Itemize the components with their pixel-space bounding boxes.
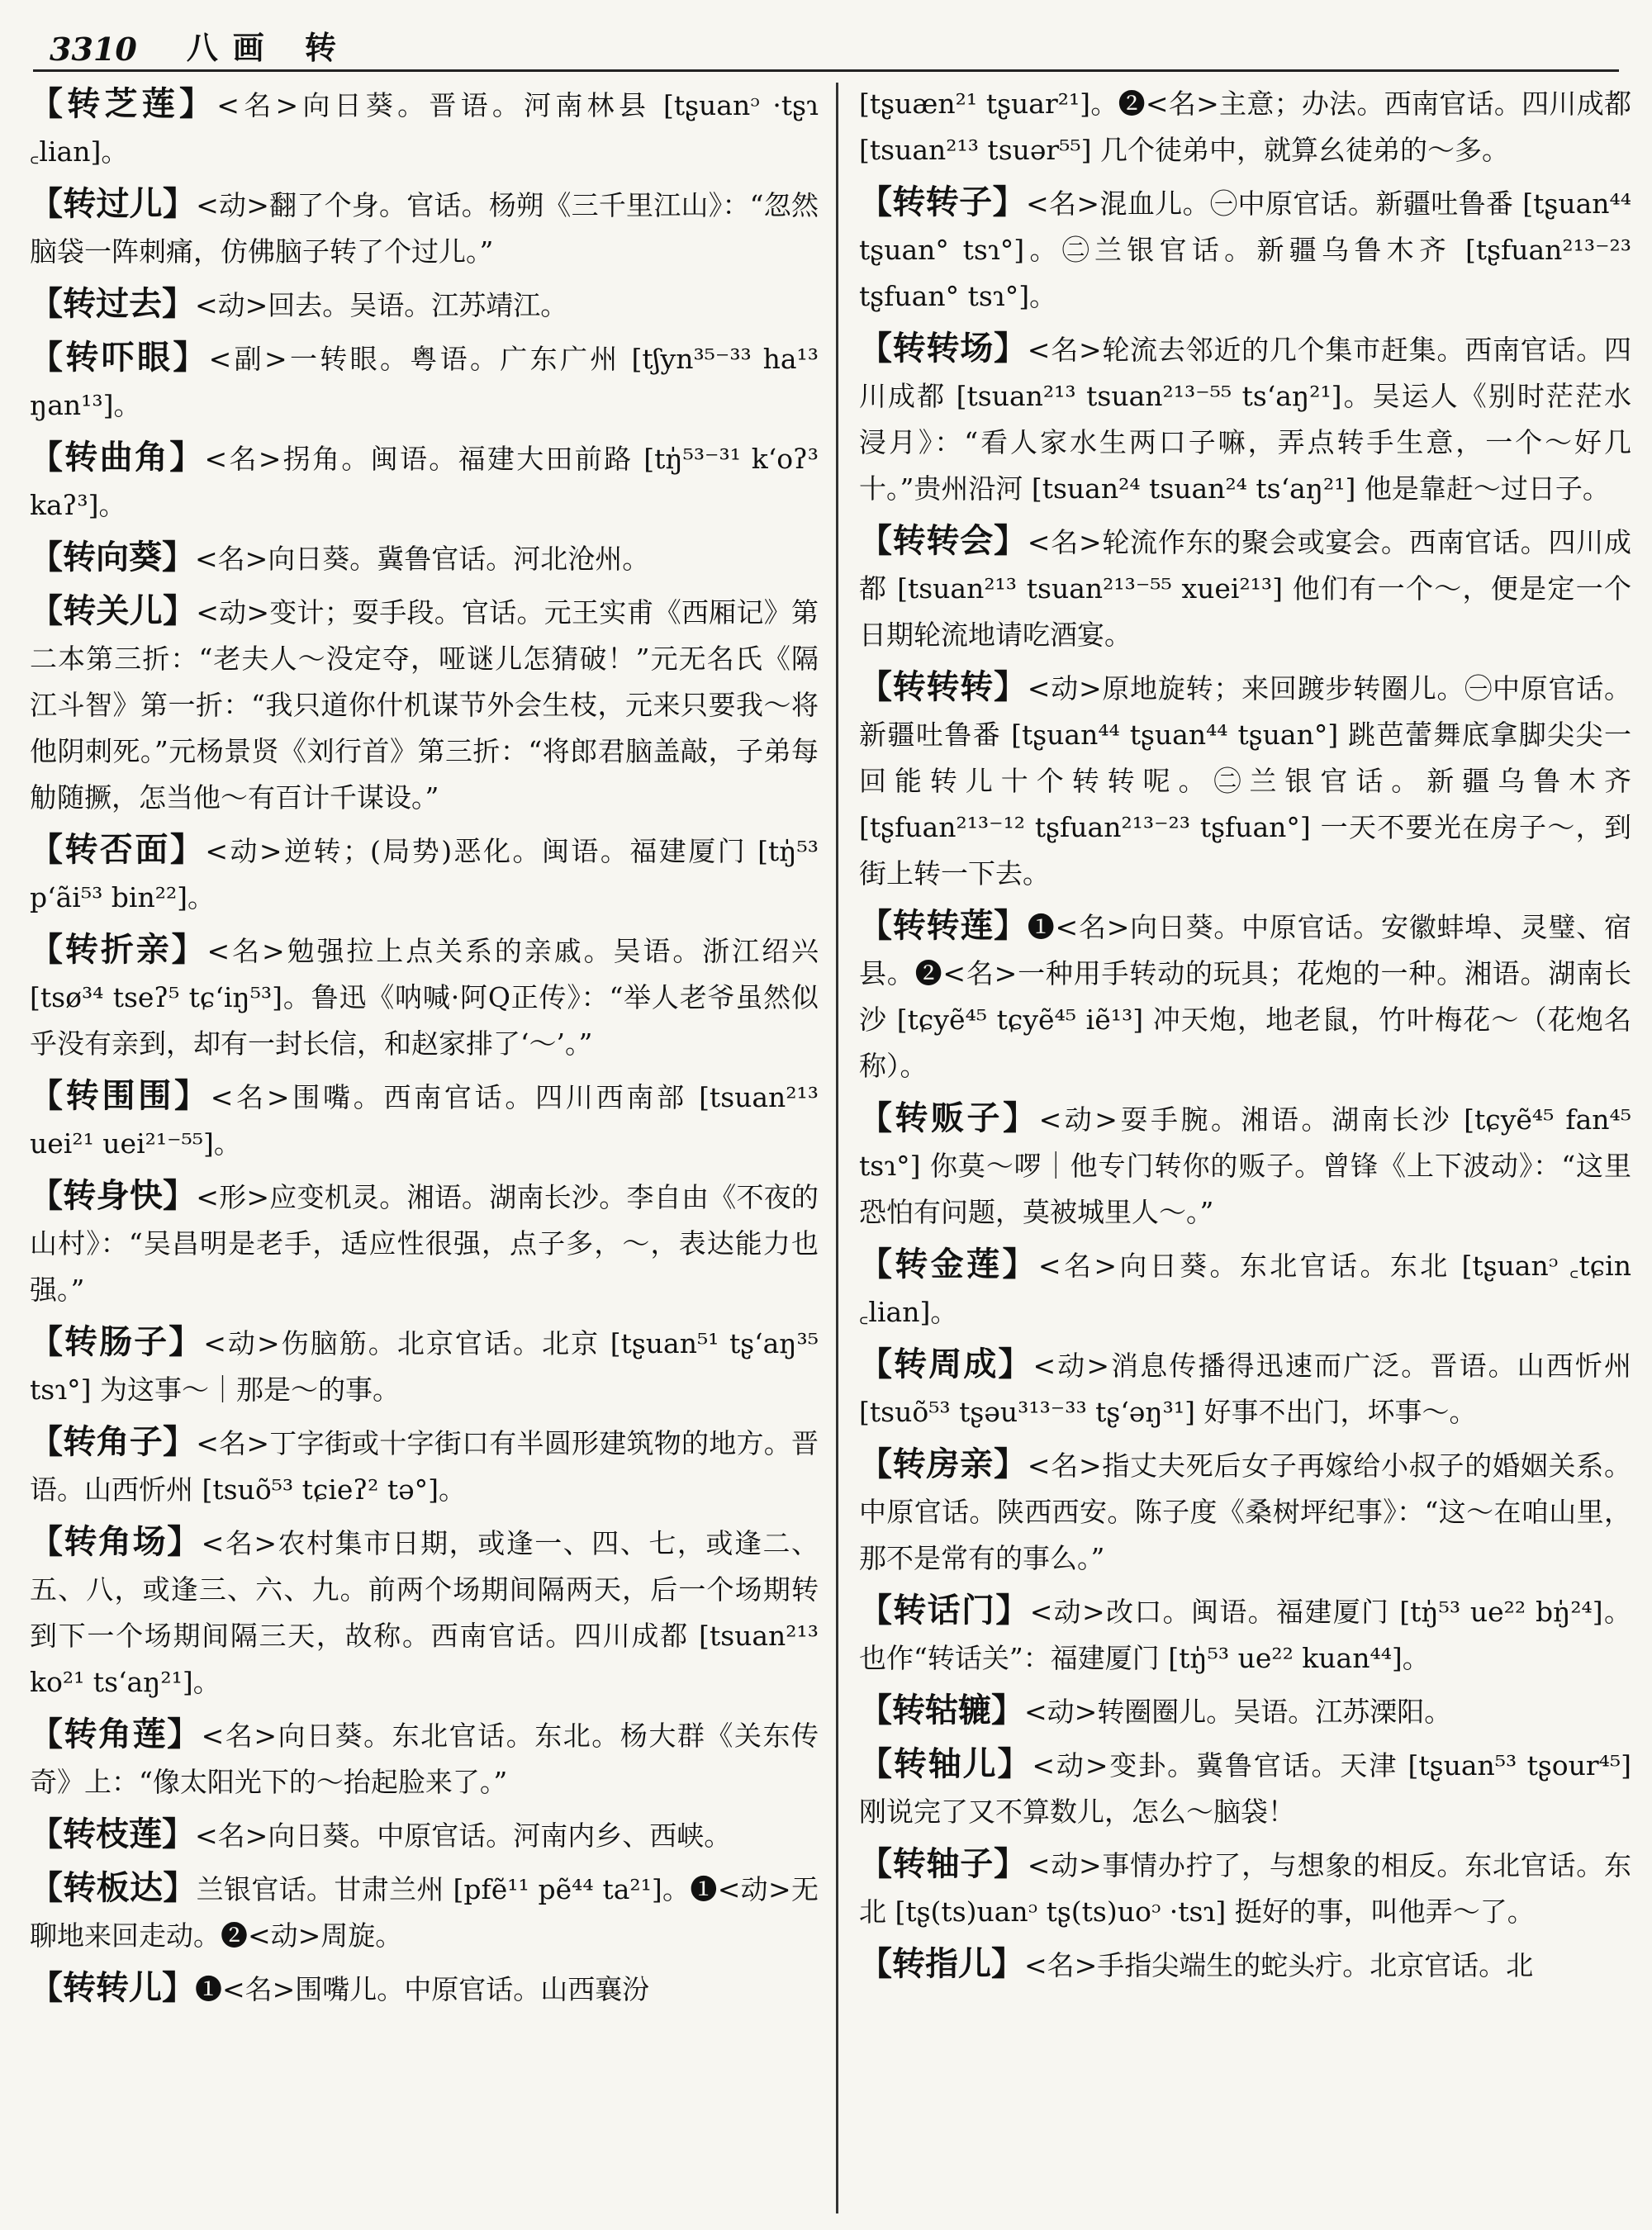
entry: [30, 1865, 819, 1959]
headword: 【转向葵】: [30, 538, 195, 576]
entry: [859, 518, 1631, 658]
definition: <动>翻了个身。官话。杨朔《三千里江山》：“忽然脑袋一阵刺痛，仿佛脑子转了个过儿。”: [30, 189, 819, 268]
entry: [30, 334, 819, 429]
headword: 【转否面】: [30, 830, 206, 869]
headword: 【转身快】: [30, 1176, 197, 1215]
headword: 【转转莲】: [859, 906, 1028, 945]
entry: [30, 281, 819, 329]
entry: [30, 1173, 819, 1313]
definition: <名>拐角。闽语。福建大田前路 [tŋ̍⁵³⁻³¹ k‘oʔ³ kaʔ³]。: [30, 443, 819, 521]
definition: <副>一转眼。粤语。广东广州 [tʃyn³⁵⁻³³ ha¹³ ŋan¹³]。: [30, 343, 819, 421]
entry: [859, 664, 1631, 897]
section-heading: 八画 转: [186, 29, 351, 66]
definition: <动>消息传播得迅速而广泛。晋语。山西忻州 [tsuõ⁵³ tʂəu³¹³⁻³³ tʂ‘əŋ³¹] 好事不出门，坏事～。: [859, 1350, 1631, 1428]
entry: [859, 1095, 1631, 1236]
definition: <名>向日葵。晋语。河南林县 [tʂuanᵓ ·tʂɿ ꜀lian]。: [30, 89, 819, 168]
definition: <动>变计；耍手段。官话。元王实甫《西厢记》第二本第三折：“老夫人～没定夺，哑谜儿怎猜破！”元无名氏《隔江斗智》第一折：“我只道你什机谋节外会生枝，元来只要我～将他阴刺死。”元杨景贤《刘行首》第三折：“将郎君脑盖敲，子弟每觔随撅，怎当他～有百计千谋设。”: [30, 596, 819, 814]
entry: [30, 434, 819, 529]
header-rule: [33, 69, 1619, 72]
entry: [859, 1687, 1631, 1735]
definition: <动>原地旋转；来回踱步转圈儿。㊀中原官话。新疆吐鲁番 [tʂuan⁴⁴ tʂuan⁴⁴ tʂuan°] 跳芭蕾舞底拿脚尖尖一回能转儿十个转转呢。㊁兰银官话。新疆乌鲁木齐 [tʂfuan²¹³⁻¹² tʂfuan²¹³⁻²³ tʂfuan°] 一天不要光在房子～，到街上转一下去。: [859, 672, 1631, 890]
entry: [30, 81, 819, 175]
headword: 【转转场】: [859, 329, 1028, 368]
definition: <名>向日葵。冀鲁官话。河北沧州。: [195, 543, 650, 575]
headword: 【转枝莲】: [30, 1815, 195, 1853]
entry: [30, 1073, 819, 1167]
definition: <名>指丈夫死后女子再嫁给小叔子的婚姻关系。中原官话。陕西西安。陈子度《桑树坪纪事》：“这～在咱山里，那不是常有的事么。”: [859, 1450, 1631, 1574]
definition: <动>事情办拧了，与想象的相反。东北官话。东北 [tʂ(ts)uanᵓ tʂ(ts)uoᵓ ·tsɿ] 挺好的事，叫他弄～了。: [859, 1849, 1631, 1928]
headword: 【转过儿】: [30, 184, 197, 223]
definition: <动>伤脑筋。北京官话。北京 [tʂuan⁵¹ tʂ‘aŋ³⁵ tsɿ°] 为这事～｜那是～的事。: [30, 1327, 819, 1406]
headword: 【转轴儿】: [859, 1744, 1032, 1783]
entry: [30, 1319, 819, 1413]
headword: 【转转子】: [859, 183, 1026, 221]
headword: 【转贩子】: [859, 1098, 1039, 1137]
entry: [30, 534, 819, 582]
definition: 兰银官话。甘肃兰州 [pfẽ¹¹ pẽ⁴⁴ ta²¹]。❶<动>无聊地来回走动。❷<动>周旋。: [30, 1873, 819, 1952]
entry: [859, 1241, 1631, 1336]
definition: <名>向日葵。东北官话。东北。杨大群《关东传奇》上：“像太阳光下的～抬起脸来了。”: [30, 1720, 819, 1798]
definition: <动>逆转；(局势)恶化。闽语。福建厦门 [tŋ̍⁵³ p‘ãi⁵³ bin²²]。: [30, 835, 819, 913]
definition: <动>改口。闽语。福建厦门 [tŋ̍⁵³ ue²² bŋ̍²⁴]。也作“转话关”：福建厦门 [tŋ̍⁵³ ue²² kuan⁴⁴]。: [859, 1596, 1631, 1674]
entry: [30, 181, 819, 275]
headword: 【转肠子】: [30, 1322, 204, 1361]
headword: 【转围围】: [30, 1076, 211, 1115]
definition: <名>农村集市日期，或逢一、四、七，或逢二、五、八，或逢三、六、九。前两个场期间隔两天，后一个场期转到下一个场期间隔三天，故称。西南官话。四川成都 [tsuan²¹³ ko²¹ ts‘aŋ²¹]。: [30, 1527, 819, 1698]
definition: <动>变卦。冀鲁官话。天津 [tʂuan⁵³ tʂour⁴⁵] 刚说完了又不算数儿，怎么～脑袋！: [859, 1749, 1631, 1828]
definition: <动>转圈圈儿。吴语。江苏溧阳。: [1024, 1696, 1452, 1728]
entry: [859, 179, 1631, 320]
entry: [859, 1741, 1631, 1835]
entry: [859, 325, 1631, 512]
entry: [859, 1341, 1631, 1435]
headword: 【转转会】: [859, 521, 1028, 560]
headword: 【转吓眼】: [30, 338, 209, 377]
entry: [30, 827, 819, 921]
entry-continued: [tʂuæn²¹ tʂuar²¹]。❷<名>主意；办法。西南官话。四川成都 [tsuan²¹³ tsuər⁵⁵] 几个徒弟中，就算幺徒弟的～多。: [859, 88, 1631, 166]
headword: 【转转转】: [859, 667, 1028, 706]
headword: 【转轱辘】: [859, 1691, 1024, 1729]
definition: <名>向日葵。东北官话。东北 [tʂuanᵓ ꜀tɕin ꜀lian]。: [859, 1250, 1631, 1328]
entry: [30, 588, 819, 821]
entry: [859, 1941, 1631, 1989]
definition: ❶<名>向日葵。中原官话。安徽蚌埠、灵璧、宿县。❷<名>一种用手转动的玩具；花炮的一种。湘语。湖南长沙 [tɕyẽ⁴⁵ tɕyẽ⁴⁵ iẽ¹³] 冲天炮，地老鼠，竹叶梅花～（花炮名称）。: [859, 911, 1631, 1082]
entry: [859, 1841, 1631, 1935]
definition: <名>向日葵。中原官话。河南内乡、西峡。: [195, 1820, 732, 1852]
headword: 【转话门】: [859, 1591, 1030, 1630]
entry: [30, 1711, 819, 1805]
headword: 【转指儿】: [859, 1944, 1024, 1983]
entry: [30, 1965, 819, 2013]
definition: <动>回去。吴语。江苏靖江。: [195, 289, 568, 321]
left-column: [30, 81, 819, 2220]
headword: 【转板达】: [30, 1868, 197, 1907]
headword: 【转转儿】: [30, 1968, 195, 2007]
column-divider: [836, 83, 838, 2213]
headword: 【转过去】: [30, 284, 195, 323]
entry: [30, 1811, 819, 1859]
headword: 【转角子】: [30, 1422, 197, 1461]
headword: 【转金莲】: [859, 1245, 1038, 1283]
headword: 【转角莲】: [30, 1715, 202, 1753]
definition: <名>混血儿。㊀中原官话。新疆吐鲁番 [tʂuan⁴⁴ tʂuan° tsɿ°]。㊁兰银官话。新疆乌鲁木齐 [tʂfuan²¹³⁻²³ tʂfuan° tsɿ°]。: [859, 187, 1631, 312]
headword: 【转周成】: [859, 1345, 1033, 1383]
headword: 【转折亲】: [30, 930, 207, 969]
right-column: [859, 81, 1631, 2220]
entry: [859, 1441, 1631, 1582]
definition: <形>应变机灵。湘语。湖南长沙。李自由《不夜的山村》：“吴昌明是老手，适应性很强，点子多，～，表达能力也强。”: [30, 1181, 819, 1306]
headword: 【转芝莲】: [30, 84, 217, 123]
definition: ❶<名>围嘴儿。中原官话。山西襄汾: [195, 1973, 650, 2005]
headword: 【转曲角】: [30, 438, 205, 477]
definition: <名>轮流去邻近的几个集市赶集。西南官话。四川成都 [tsuan²¹³ tsuan²¹³⁻⁵⁵ ts‘aŋ²¹]。吴运人《别时茫茫水浸月》：“看人家水生两口子嘛，弄点转手生意，一个～好几十。”贵州沿河 [tsuan²⁴ tsuan²⁴ ts‘aŋ²¹] 他是靠赶～过日子。: [859, 334, 1631, 505]
definition: <名>轮流作东的聚会或宴会。西南官话。四川成都 [tsuan²¹³ tsuan²¹³⁻⁵⁵ xuei²¹³] 他们有一个～，便是定一个日期轮流地请吃酒宴。: [859, 526, 1631, 651]
page-header: [50, 15, 1602, 68]
entry: [859, 1587, 1631, 1682]
headword: 【转角场】: [30, 1522, 202, 1561]
definition: <动>耍手腕。湘语。湖南长沙 [tɕyẽ⁴⁵ fan⁴⁵ tsɿ°] 你莫～啰｜他专门转你的贩子。曾锋《上下波动》：“这里恐怕有问题，莫被城里人～。”: [859, 1103, 1631, 1228]
entry: [859, 903, 1631, 1089]
definition: <名>围嘴。西南官话。四川西南部 [tsuan²¹³ uei²¹ uei²¹⁻⁵⁵]。: [30, 1081, 819, 1160]
page-number: 3310: [50, 31, 137, 68]
entry: [30, 927, 819, 1067]
headword: 【转轴子】: [859, 1844, 1028, 1883]
entry: [30, 1519, 819, 1706]
headword: 【转关儿】: [30, 591, 197, 630]
definition: <名>手指尖端生的蛇头疔。北京官话。北: [1024, 1949, 1534, 1981]
entry: [30, 1419, 819, 1513]
headword: 【转房亲】: [859, 1445, 1028, 1483]
definition: <名>勉强拉上点关系的亲戚。吴语。浙江绍兴 [tsø³⁴ tseʔ⁵ tɕ‘iŋ⁵³]。鲁迅《呐喊·阿Q正传》：“举人老爷虽然似乎没有亲到，却有一封长信，和赵家排了‘～’。”: [30, 935, 819, 1060]
definition: <名>丁字街或十字街口有半圆形建筑物的地方。晋语。山西忻州 [tsuõ⁵³ tɕieʔ² tə°]。: [30, 1427, 819, 1506]
